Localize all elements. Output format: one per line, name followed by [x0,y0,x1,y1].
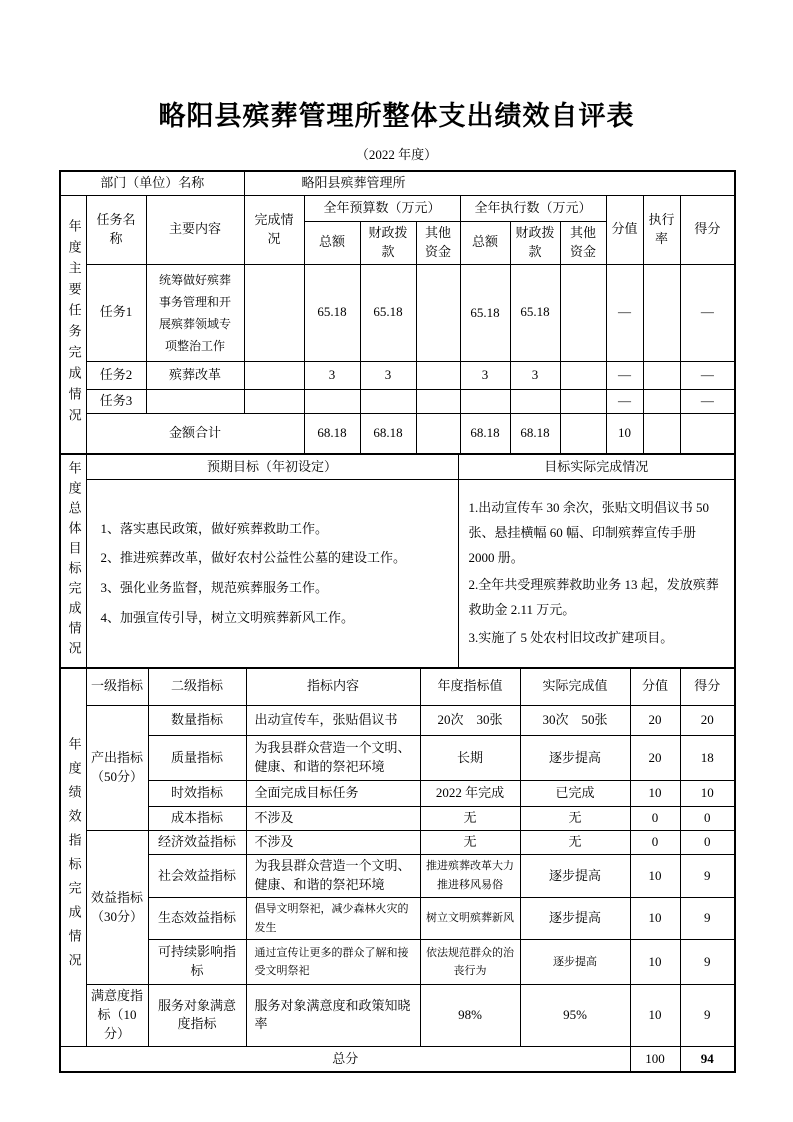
page-subtitle: （2022 年度） [355,147,438,162]
ind2-target: 长期 [420,736,520,781]
tasks-section-label: 年度主要任务完成情况 [60,195,86,453]
ind3-score: 10 [680,781,735,807]
indicator-row-quantity [60,706,735,736]
total-exec-other [560,414,606,454]
ind3-content: 全面完成目标任务 [246,781,420,807]
indicators-section-label: 年度绩效指标完成情况 [60,668,86,1047]
indicators-header-row [60,668,735,706]
ind7-content: 倡导文明祭祀，减少森林火灾的发生 [246,897,420,939]
col-ind-actual: 实际完成值 [520,668,630,706]
ind6-actual: 逐步提高 [520,855,630,898]
total-exec-total: 68.18 [460,414,510,454]
ind8-target: 依法规范群众的治丧行为 [420,940,520,985]
indicator-row-timeliness [60,781,735,807]
task3-exec-other [560,390,606,414]
actual-goal-3: 3.实施了 5 处农村旧坟改扩建项目。 [468,629,674,645]
task-row-1 [60,264,735,362]
task2-budget-fiscal: 3 [360,362,416,390]
task1-budget-total: 65.18 [304,264,360,362]
task2-completion [244,362,304,390]
indicator-row-social [60,855,735,898]
task-row-3 [60,390,735,414]
col-level1: 一级指标 [86,668,148,706]
grand-total-row [60,1046,735,1072]
dept-label: 部门（单位）名称 [60,171,244,195]
col-exec-fiscal: 财政拨款 [510,221,560,264]
indicator-row-sustainable [60,940,735,985]
ind4-actual: 无 [520,807,630,831]
task1-name: 任务1 [86,264,146,362]
tasks-total-label: 金额合计 [86,414,304,454]
ind2-actual: 逐步提高 [520,736,630,781]
goals-actual-cell [458,480,735,668]
ind9-target: 98% [420,985,520,1047]
ind1-name: 数量指标 [148,706,246,736]
task3-budget-other [416,390,460,414]
task2-points: — [606,362,643,390]
actual-goal-2: 2.全年共受理殡葬救助业务 13 起，发放殡葬救助金 2.11 万元。 [468,577,719,618]
task1-score: — [680,264,735,362]
goals-section-label: 年度总体目标完成情况 [60,454,86,668]
ind3-name: 时效指标 [148,781,246,807]
goals-table [59,453,736,669]
ind2-points: 20 [630,736,680,781]
group-satisfaction: 满意度指标（10分） [86,985,148,1047]
ind7-target: 树立文明殡葬新风 [420,897,520,939]
ind6-points: 10 [630,855,680,898]
col-completion: 完成情况 [244,195,304,264]
ind1-score: 20 [680,706,735,736]
col-ind-points: 分值 [630,668,680,706]
task3-content [146,390,244,414]
task2-content: 殡葬改革 [146,362,244,390]
ind8-score: 9 [680,940,735,985]
task3-points: — [606,390,643,414]
task1-exec-other [560,264,606,362]
ind9-score: 9 [680,985,735,1047]
ind7-points: 10 [630,897,680,939]
ind5-actual: 无 [520,831,630,855]
ind7-name: 生态效益指标 [148,897,246,939]
task-row-2 [60,362,735,390]
total-budget-fiscal: 68.18 [360,414,416,454]
document-sheet [59,0,734,1073]
task1-points: — [606,264,643,362]
indicator-row-ecological [60,897,735,939]
total-score [680,414,735,454]
task3-budget-total [304,390,360,414]
col-ind-target: 年度指标值 [420,668,520,706]
goals-content-row [60,480,735,668]
task1-exec-total: 65.18 [460,264,510,362]
ind4-name: 成本指标 [148,807,246,831]
task1-completion [244,264,304,362]
task2-rate [643,362,680,390]
task1-exec-fiscal: 65.18 [510,264,560,362]
col-budget-other: 其他资金 [416,221,460,264]
ind9-name: 服务对象满意度指标 [148,985,246,1047]
ind5-points: 0 [630,831,680,855]
goals-expected-header: 预期目标（年初设定） [86,454,458,480]
task3-completion [244,390,304,414]
col-ind-score: 得分 [680,668,735,706]
tasks-header-row-top [60,195,735,221]
ind5-name: 经济效益指标 [148,831,246,855]
expected-goal-2: 2、推进殡葬改革，做好农村公益性公墓的建设工作。 [100,550,407,566]
ind4-target: 无 [420,807,520,831]
ind1-actual: 30次 50张 [520,706,630,736]
dept-value: 略阳县殡葬管理所 [244,171,735,195]
task1-content: 统筹做好殡葬事务管理和开展殡葬领域专项整治工作 [146,264,244,362]
ind7-actual: 逐步提高 [520,897,630,939]
task2-budget-other [416,362,460,390]
ind2-score: 18 [680,736,735,781]
tasks-table [59,170,736,455]
page-title: 略阳县殡葬管理所整体支出绩效自评表 [158,101,635,131]
group-output: 产出指标（50分） [86,706,148,831]
grand-total-score: 94 [680,1046,735,1072]
ind7-score: 9 [680,897,735,939]
tasks-total-row [60,414,735,454]
ind1-content: 出动宣传车，张贴倡议书 [246,706,420,736]
indicator-row-quality [60,736,735,781]
col-budget-fiscal: 财政拨款 [360,221,416,264]
task1-budget-other [416,264,460,362]
ind3-actual: 已完成 [520,781,630,807]
total-points: 10 [606,414,643,454]
col-budget-total: 总额 [304,221,360,264]
ind5-content: 不涉及 [246,831,420,855]
ind9-actual: 95% [520,985,630,1047]
col-exec-group: 全年执行数（万元） [460,195,606,221]
col-main-content: 主要内容 [146,195,244,264]
ind3-target: 2022 年完成 [420,781,520,807]
group-benefit: 效益指标（30分） [86,831,148,985]
task2-exec-fiscal: 3 [510,362,560,390]
task3-score: — [680,390,735,414]
ind8-name: 可持续影响指标 [148,940,246,985]
task1-rate [643,264,680,362]
ind3-points: 10 [630,781,680,807]
ind9-points: 10 [630,985,680,1047]
indicator-row-satisfaction [60,985,735,1047]
goals-header-row [60,454,735,480]
goals-expected-cell [86,480,458,668]
ind9-content: 服务对象满意度和政策知晓率 [246,985,420,1047]
col-level2: 二级指标 [148,668,246,706]
task2-exec-other [560,362,606,390]
goals-actual-header: 目标实际完成情况 [458,454,735,480]
expected-goal-4: 4、加强宣传引导，树立文明殡葬新风工作。 [100,609,355,625]
ind6-target: 推进殡葬改革大力推进移风易俗 [420,855,520,898]
task3-exec-fiscal [510,390,560,414]
total-budget-total: 68.18 [304,414,360,454]
total-budget-other [416,414,460,454]
col-ind-content: 指标内容 [246,668,420,706]
ind8-content: 通过宣传让更多的群众了解和接受文明祭祀 [246,940,420,985]
col-exec-total: 总额 [460,221,510,264]
ind4-score: 0 [680,807,735,831]
actual-goal-1: 1.出动宣传车 30 余次，张贴文明倡议书 50 张、悬挂横幅 60 幅、印制殡葬宣传手册 2000 册。 [468,500,710,565]
ind5-target: 无 [420,831,520,855]
total-rate [643,414,680,454]
col-exec-other: 其他资金 [560,221,606,264]
col-points: 分值 [606,195,643,264]
task3-rate [643,390,680,414]
col-task-name: 任务名称 [86,195,146,264]
col-budget-group: 全年预算数（万元） [304,195,460,221]
dept-row [60,171,735,195]
expected-goal-1: 1、落实惠民政策，做好殡葬救助工作。 [100,520,329,536]
ind2-name: 质量指标 [148,736,246,781]
task2-score: — [680,362,735,390]
total-exec-fiscal: 68.18 [510,414,560,454]
task2-budget-total: 3 [304,362,360,390]
task3-exec-total [460,390,510,414]
grand-total-label: 总分 [60,1046,630,1072]
indicator-row-economic [60,831,735,855]
ind6-content: 为我县群众营造一个文明、健康、和谐的祭祀环境 [246,855,420,898]
task3-name: 任务3 [86,390,146,414]
ind1-points: 20 [630,706,680,736]
task3-budget-fiscal [360,390,416,414]
expected-goal-3: 3、强化业务监督，规范殡葬服务工作。 [100,579,329,595]
task2-name: 任务2 [86,362,146,390]
task2-exec-total: 3 [460,362,510,390]
ind4-content: 不涉及 [246,807,420,831]
ind4-points: 0 [630,807,680,831]
task1-budget-fiscal: 65.18 [360,264,416,362]
ind8-points: 10 [630,940,680,985]
ind6-name: 社会效益指标 [148,855,246,898]
ind8-actual: 逐步提高 [520,940,630,985]
indicators-table [59,667,736,1074]
ind6-score: 9 [680,855,735,898]
grand-total-points: 100 [630,1046,680,1072]
ind1-target: 20次 30张 [420,706,520,736]
ind5-score: 0 [680,831,735,855]
ind2-content: 为我县群众营造一个文明、健康、和谐的祭祀环境 [246,736,420,781]
col-score: 得分 [680,195,735,264]
indicator-row-cost [60,807,735,831]
col-exec-rate: 执行率 [643,195,680,264]
